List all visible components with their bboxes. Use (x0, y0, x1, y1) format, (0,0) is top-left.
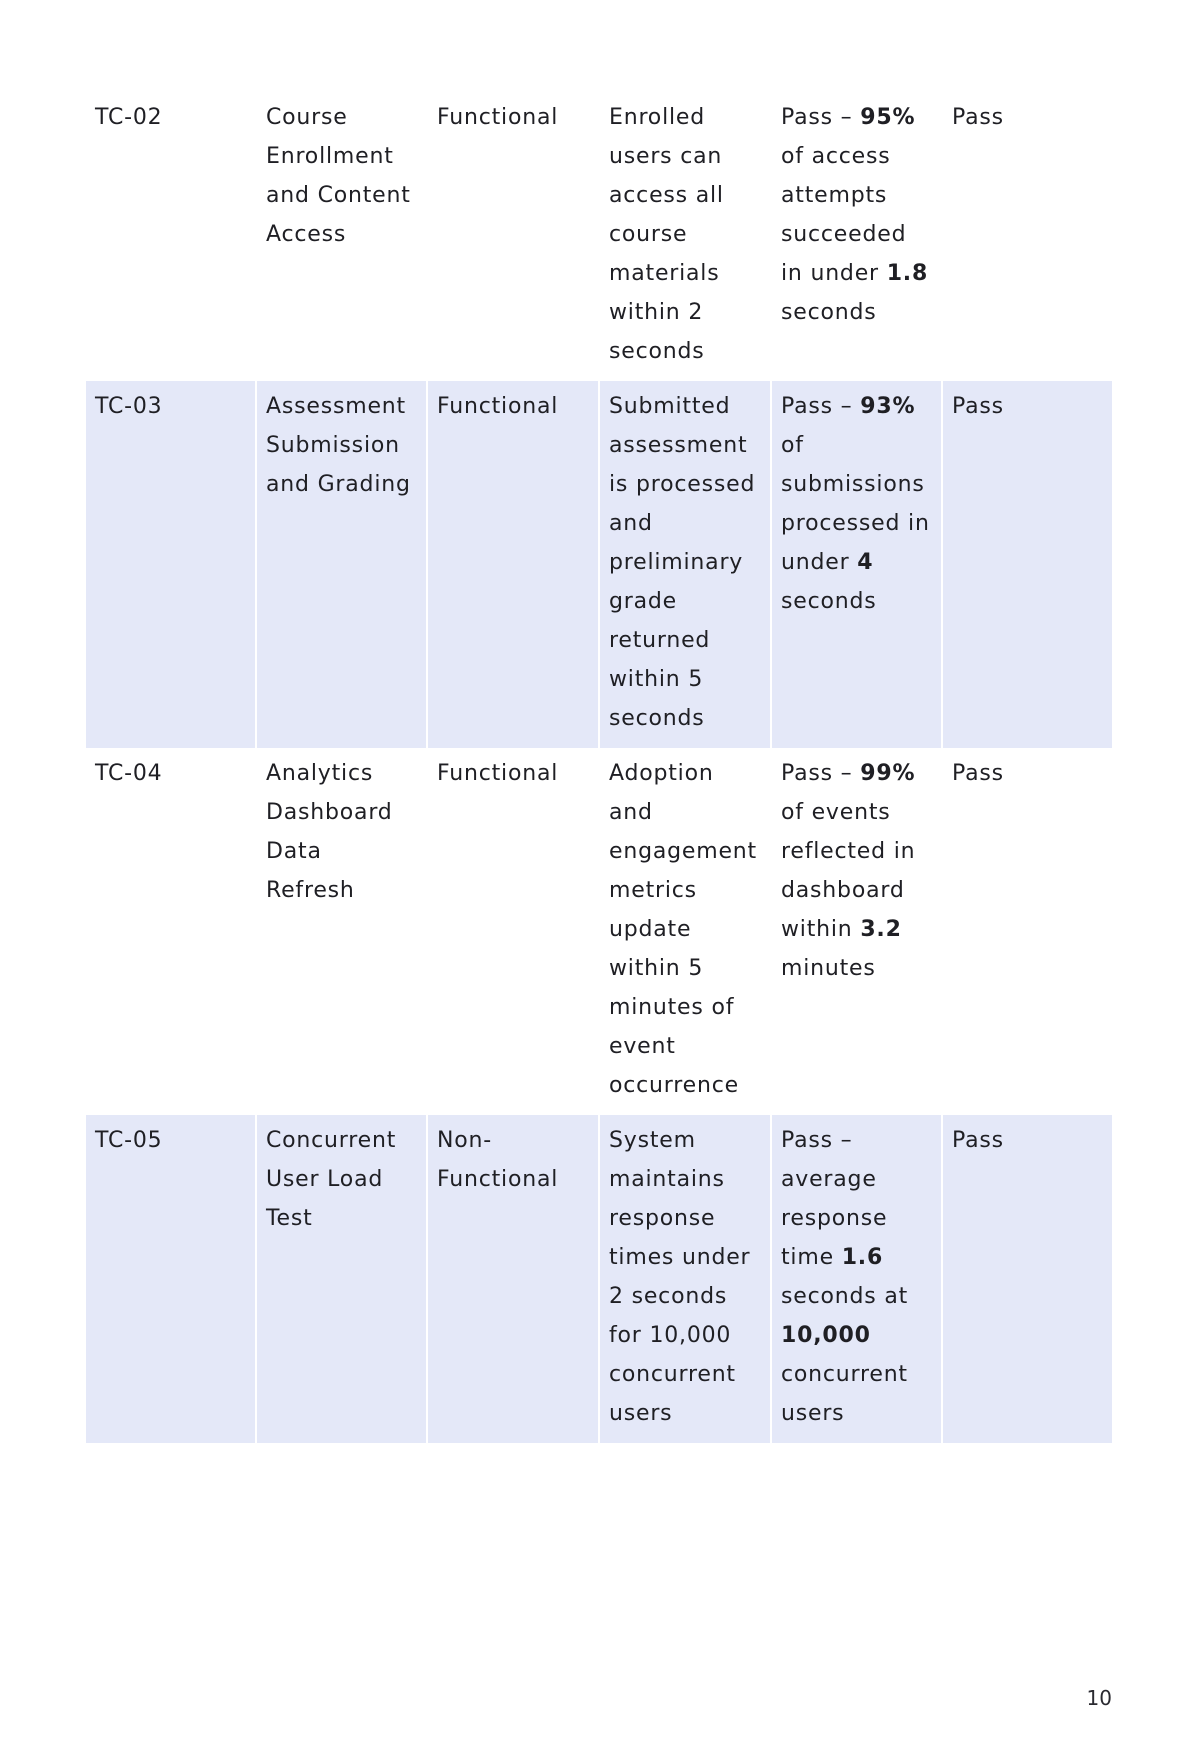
result-text: Pass – (781, 761, 861, 786)
test-id-cell: TC-05 (86, 1115, 255, 1443)
acceptance-criteria-cell: Adoption and engagement metrics update within 5 minutes of event occurrence (600, 748, 770, 1115)
result-highlight: 99% (860, 761, 916, 786)
actual-result-cell (772, 748, 941, 1115)
result-text: of access attempts succeeded in under (781, 144, 907, 286)
actual-result-cell (772, 381, 941, 748)
status-cell: Pass (943, 1115, 1112, 1443)
test-type-cell: Functional (428, 748, 598, 1115)
result-highlight: 3.2 (860, 917, 902, 942)
page-number: 10 (1086, 1686, 1112, 1710)
table-row (86, 748, 1112, 1115)
result-text: seconds at (781, 1284, 909, 1309)
result-text: of submissions processed in under (781, 433, 930, 575)
test-type-cell: Functional (428, 92, 598, 381)
test-id-cell: TC-03 (86, 381, 255, 748)
test-id-cell: TC-02 (86, 92, 255, 381)
actual-result-cell (772, 1115, 941, 1443)
acceptance-criteria-cell: System maintains response times under 2 seconds for 10,000 concurrent users (600, 1115, 770, 1443)
test-type-cell: Functional (428, 381, 598, 748)
test-name-cell: Assessment Submission and Grading (257, 381, 426, 748)
test-results-table (84, 92, 1114, 1443)
result-text: Pass – (781, 394, 861, 419)
table-row (86, 1115, 1112, 1443)
result-text: seconds (781, 589, 877, 614)
acceptance-criteria-cell: Enrolled users can access all course materials within 2 seconds (600, 92, 770, 381)
result-highlight: 93% (860, 394, 916, 419)
status-cell: Pass (943, 748, 1112, 1115)
status-cell: Pass (943, 381, 1112, 748)
acceptance-criteria-cell: Submitted assessment is processed and preliminary grade returned within 5 seconds (600, 381, 770, 748)
status-cell: Pass (943, 92, 1112, 381)
result-highlight: 4 (857, 550, 874, 575)
result-text: Pass – (781, 105, 861, 130)
test-id-cell: TC-04 (86, 748, 255, 1115)
result-text: seconds (781, 300, 877, 325)
test-name-cell: Concurrent User Load Test (257, 1115, 426, 1443)
test-name-cell: Analytics Dashboard Data Refresh (257, 748, 426, 1115)
table-row (86, 92, 1112, 381)
result-text: minutes (781, 956, 876, 981)
result-highlight: 95% (860, 105, 916, 130)
test-type-cell: Non-Functional (428, 1115, 598, 1443)
result-highlight: 1.8 (886, 261, 929, 286)
result-highlight: 10,000 (781, 1323, 871, 1348)
table-row (86, 381, 1112, 748)
result-text: concurrent users (781, 1362, 908, 1426)
actual-result-cell (772, 92, 941, 381)
result-highlight: 1.6 (841, 1245, 884, 1270)
test-name-cell: Course Enrollment and Content Access (257, 92, 426, 381)
result-text: Pass – average response time (781, 1128, 888, 1270)
result-text: of events reflected in dashboard within (781, 800, 916, 942)
